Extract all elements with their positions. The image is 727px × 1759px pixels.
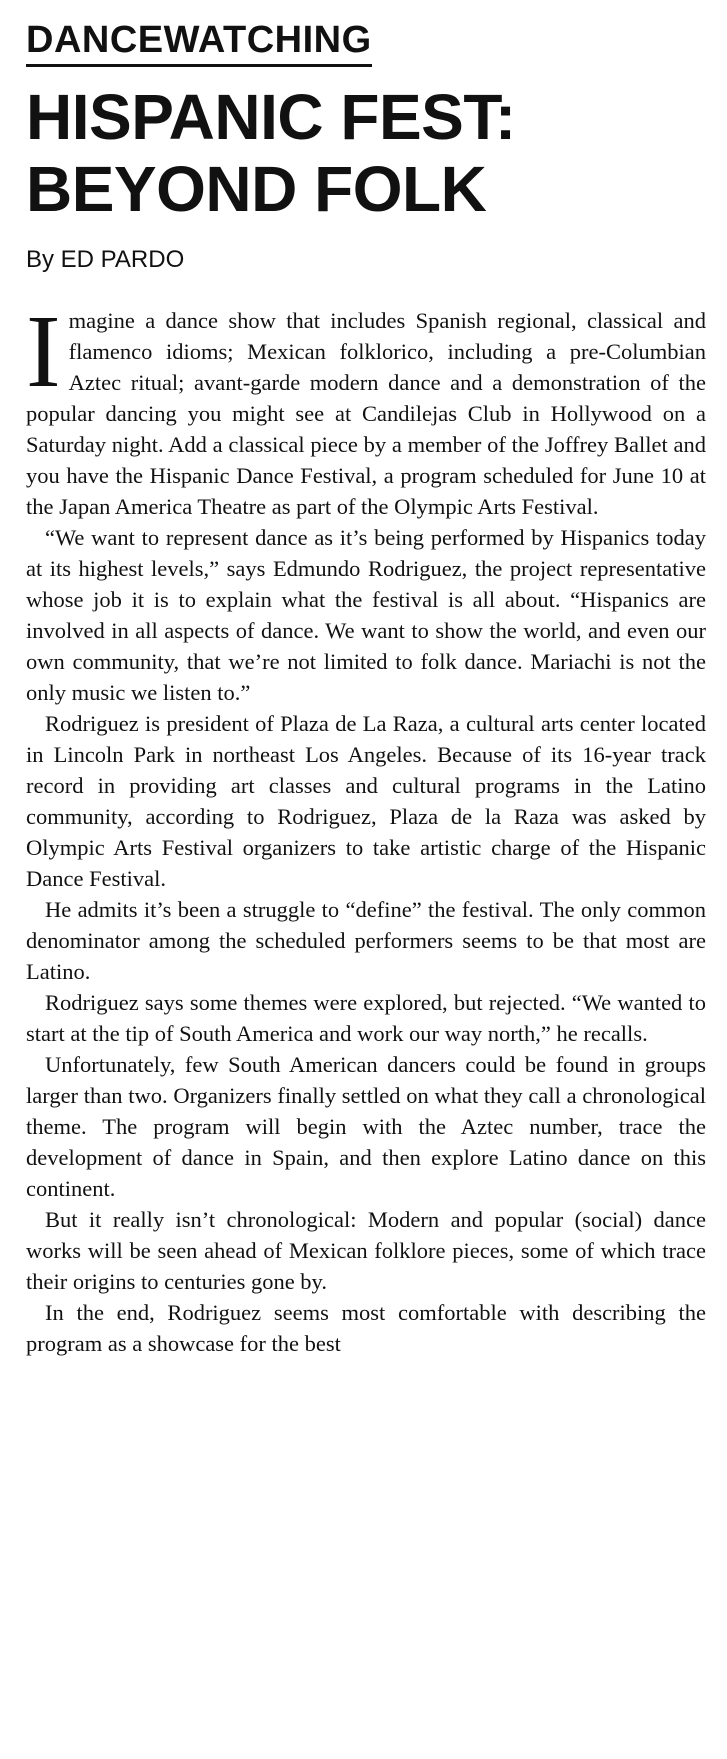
paragraph: Unfortunately, few South American dancers could be found in groups larger than two. Organizers finally settled on what they call a chronological theme. The program will begin with the Aztec number, trace the development of dance in Spain, and then explore Latino dance on this continent. xyxy=(26,1052,706,1201)
article-body xyxy=(26,294,706,1359)
paragraph: “We want to represent dance as it’s being performed by Hispanics today at its highest levels,” says Edmundo Rodriguez, the project representative whose job it is to explain what the festival is all about. “Hispanics are involved in all aspects of dance. We want to show the world, and even our own community, that we’re not limited to folk dance. Mariachi is not the only music we listen to.” xyxy=(26,525,706,705)
section-kicker: DANCEWATCHING xyxy=(26,18,372,67)
headline-line-2: BEYOND FOLK xyxy=(26,153,487,225)
paragraph: Rodriguez says some themes were explored, but rejected. “We wanted to start at the tip of South America and work our way north,” he recalls. xyxy=(26,990,706,1046)
paragraph xyxy=(26,294,706,522)
headline xyxy=(26,81,706,225)
paragraph: Rodriguez is president of Plaza de La Raza, a cultural arts center located in Lincoln Park in northeast Los Angeles. Because of its 16-year track record in providing art classes and cultural programs in the Latino community, according to Rodriguez, Plaza de la Raza was asked by Olympic Arts Festival organizers to take artistic charge of the Hispanic Dance Festival. xyxy=(26,711,706,891)
drop-cap: I xyxy=(26,294,61,409)
article xyxy=(26,18,706,1359)
byline: By ED PARDO xyxy=(26,246,185,273)
paragraph: In the end, Rodriguez seems most comfortable with describing the program as a showcase for the best xyxy=(26,1300,706,1356)
paragraph: He admits it’s been a struggle to “define” the festival. The only common denominator among the scheduled performers seems to be that most are Latino. xyxy=(26,897,706,984)
headline-line-1: HISPANIC FEST: xyxy=(26,81,516,153)
paragraph: But it really isn’t chronological: Modern and popular (social) dance works will be seen ahead of Mexican folklore pieces, some of which trace their origins to centuries gone by. xyxy=(26,1207,706,1294)
paragraph-text: magine a dance show that includes Spanish regional, classical and flamenco idioms; Mexican folklorico, including a pre-Columbian Aztec ritual; avant-garde modern dance and a demonstration of the popular dancing you might see at Candilejas Club in Hollywood on a Saturday night. Add a classical piece by a member of the Joffrey Ballet and you have the Hispanic Dance Festival, a program scheduled for June 10 at the Japan America Theatre as part of the Olympic Arts Festival. xyxy=(26,308,706,519)
